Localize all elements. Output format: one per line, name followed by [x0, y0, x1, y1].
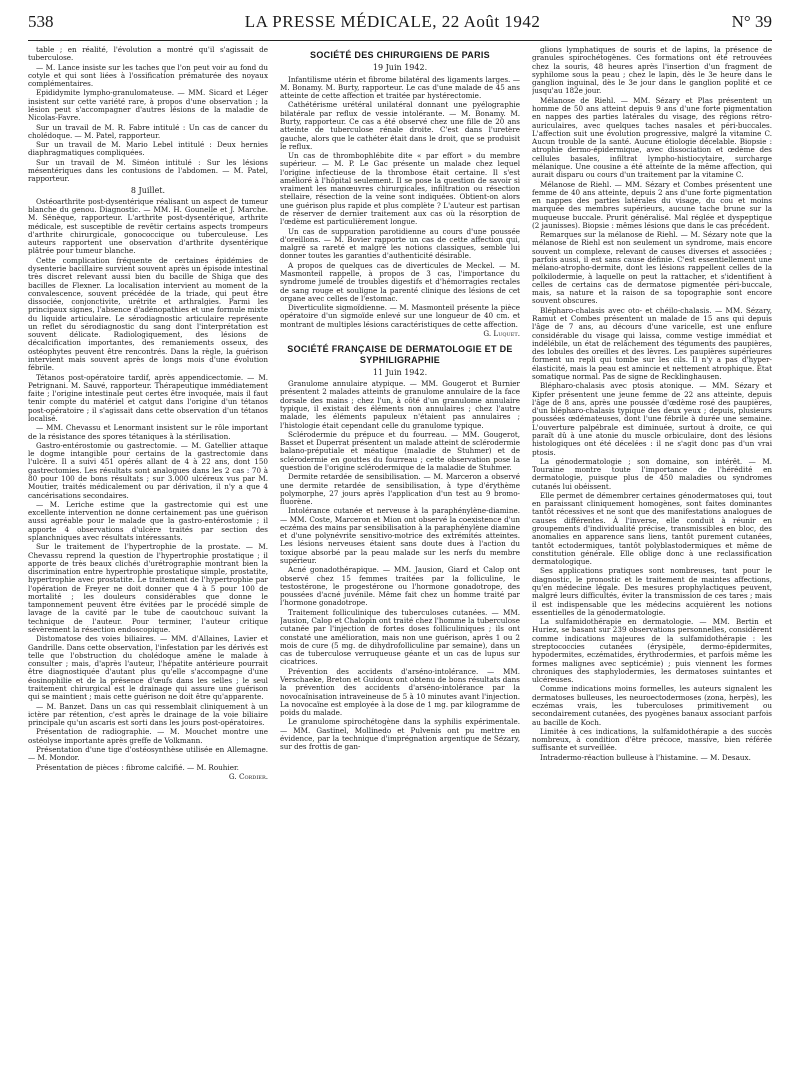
article-paragraph: Elle permet de démembrer certaines génodermatoses qui, tout en paraissant cliniquement homogènes, sont faites dominantes tantôt récessives et ne sont que des manifestations analogues de causes différentes. À l'inverse, elle conduit à réunir en groupements d'individualité précise, transmissibles en bloc, des anomalies en apparence sans liens, tantôt purement cutanées, tantôt ectodermiques, tantôt polyblastodermiques et même de constitution générale. Elle oblige donc à une reclassification dermatologique.	[532, 490, 772, 567]
article-paragraph: Présentation d'une tige d'ostéosynthèse utilisée en Allemagne. — M. Mondor.	[28, 744, 268, 763]
article-paragraph: Présentation de pièces : fibrome calcifié. — M. Rouhier.	[36, 762, 239, 772]
article-paragraph: — M. Lance insiste sur les taches que l'on peut voir au fond du cotyle et qui sont liées à l'ossification prématurée des noyaux complémentaires.	[28, 62, 268, 89]
article-paragraph: table ; en réalité, l'évolution a montré qu'il s'agissait de tuberculose.	[28, 46, 268, 63]
article-paragraph: Blépharo-chalasis avec oto- et chéilo-chalasis. — MM. Sézary, Ramut et Combes présentent un malade de 15 ans qui depuis l'âge de 7 ans, au décours d'une varicelle, est une enflure considérable du visage qui laissa, comme vestige immédiat et indélébile, un état de relâchement des téguments des paupières, des lobules des oreilles et des lèvres. Les paupières supérieures forment un repli qui tombe sur les cils. Il n'y a pas d'hyper-élasticité, mais la peau est amincie et nettement atrophique. État somatique normal. Pas de signe de Recklinghausen.	[532, 305, 772, 381]
journal-title: LA PRESSE MÉDICALE, 22 Août 1942	[244, 12, 541, 31]
issue-number: N° 39	[731, 12, 772, 31]
article-paragraph: Intradermo-réaction bulleuse à l'histamine. — M. Desaux.	[540, 752, 751, 762]
session-date: 8 Juillet.	[130, 185, 166, 195]
article-paragraph: Un cas de thrombophlébite dite « par effort » du membre supérieur. — M. P. Le Gac présente un malade chez lequel l'origine infectieuse de la thrombose était certaine. Il s'est amélioré à l'hôpital seulement. Il se pose la question de savoir si vraiment les manœuvres chirurgicales, infiltration ou résection stellaire, résection de la veine sont indiquées. Obtient-on alors une guérison plus rapide et plus complète ? L'auteur est partisan de réserver de dernier traitement aux cas où la résorption de l'œdème est particulièrement longue.	[280, 151, 520, 227]
section-heading: SOCIÉTÉ DES CHIRURGIENS DE PARIS	[310, 50, 490, 60]
article-paragraph: Le granulome spirochétogène dans la syphilis expérimentale. — MM. Gastinel, Mollinedo et Pulvenis ont pu mettre en évidence, par la technique d'imprégnation argentique de Sézary, sur des frottis de gan-	[280, 717, 520, 752]
article-paragraph: Sur le traitement de l'hypertrophie de la prostate. — M. Chevassu reprend la question de l'hypertrophie prostatique ; il apporte de très beaux clichés d'urétrographie montrant bien la discrimination entre hypertrophie prostatique simple, prostatite, hypertrophie avec prostatite. Le traitement de l'hypertrophie par l'opération de Freyer ne doit donner que 4 à 5 pour 100 de mortalité ; les douleurs considérables que donne le tamponnement peuvent être évitées par le procédé simple de lavage de la cavité par le tube de caoutchouc suivant la technique de l'auteur. Pour terminer, l'auteur critique sévèrement la résection endoscopique.	[28, 542, 268, 635]
article-paragraph: Cette complication fréquente de certaines épidémies de dysenterie bacillaire survient souvent après un épisode intestinal très discret relevant aussi bien du bacille de Shiga que des bacilles de Flexner. La localisation intervient au moment de la convalescence, souvent précédée de la triade, qui peut être dissociée, conjonctivite, urétrite et arthralgies. Parmi les principaux signes, l'absence d'adénopathies et une formule mixte du liquide articulaire. Le sérodiagnostic articulaire représente un reflet du sérodiagnostic du sang dont l'interprétation est souvent délicate. Radiologiquement, des lésions de décalcification importantes, des remaniements osseux, des ostéophytes peuvent être rencontrés. Dans la règle, la guérison intervient mais souvent après de longs mois d'une évolution fébrile.	[28, 255, 268, 373]
article-paragraph: Présentation de radiographie. — M. Mouchet montre une ostéolyse importante après greffe de Volkmann.	[28, 727, 268, 745]
article-paragraph: Un cas de suppuration parotidienne au cours d'une poussée d'oreillons. — M. Bovier rapporte un cas de cette affection qui, malgré sa rareté et malgré les notions classiques, semble lui donner toutes les garanties d'authenticité désirable.	[280, 226, 520, 261]
article-paragraph: Traitement folliculinique des tuberculoses cutanées. — MM. Jausion, Calop et Chalopin ont traité chez l'homme la tuberculose cutanée par l'injection de fortes doses folliculiniques ; ils ont constaté une amélioration, mais non une guérison, après 1 ou 2 mois de cure (5 mg. de dihydrofolliculine par semaine), dans un cas de tuberculose verruqueuse géante et un cas de lupus sur cicatrices.	[280, 607, 520, 667]
article-paragraph: glions lymphatiques de souris et de lapins, la présence de granules spirochétogènes. Ces formations ont été retrouvées chez la souris, 48 heures après l'insertion d'un fragment de syphilome sous la peau ; chez le lapin, dès le 3e heure dans le ganglion inguinal, dès le 3e jour dans le ganglion poplité et ce jusqu'au 182e jour.	[532, 46, 772, 96]
article-paragraph: — MM. Chevassu et Lenormant insistent sur le rôle important de la résistance des spores tétaniques à la stérilisation.	[28, 423, 268, 441]
article-paragraph: Distomatose des voies biliaires. — MM. d'Allaines, Lavier et Gandrille. Dans cette observation, l'infestation par les dérivés est telle que l'obstruction du cholédoque amène le malade à consulter ; mais, d'après l'auteur, l'hépatite antérieure pourrait être diagnostiquée d'autant plus qu'elle s'accompagne d'une éosinophilie et de la présence d'œufs dans les selles ; le seul traitement chirurgical est le drainage qui assure une guérison qui se maintient ; mais cette guérison ne doit être qu'apparente.	[28, 634, 268, 702]
session-date: 19 Juin 1942.	[372, 63, 428, 73]
article-paragraph: La génodermatologie ; son domaine, son intérêt. — M. Touraine montre toute l'importance de l'hérédité en dermatologie, puisque plus de 450 maladies ou syndromes cutanés lui obéissent.	[532, 456, 772, 491]
article-paragraph: Intolérance cutanée et nerveuse à la paraphénylène-diamine. — MM. Coste, Marceron et Mion ont observé la coexistence d'un eczéma des mains par sensibilisation à la paraphénylène diamine et d'une polynévrite sensitivo-motrice des extrémités atteintes. Les lésions nerveuses étaient sans doute dues à l'action du toxique absorbé par la peau malade sur les nerfs du membre supérieur.	[280, 506, 520, 566]
article-paragraph: Diverticulite sigmoïdienne. — M. Masmonteil présente la pièce opératoire d'un sigmoïde enlevé sur une longueur de 40 cm. et montrant de multiples lésions caractéristiques de cette affection.	[280, 303, 520, 329]
article-paragraph: — M. Leriche estime que la gastrectomie qui est une excellente intervention ne donne certainement pas une guérison aussi agréable pour le malade que la gastro-entérostomie ; il apporte 4 observations d'ulcère traités par section des splanchniques avec résultats intéressants.	[28, 499, 268, 542]
article-paragraph: Cathétérisme urétéral unilatéral donnant une pyélographie bilatérale par reflux de vessie intolérante. — M. Bonamy. M. Burty, rapporteur. Ce cas a été observé chez une fille de 20 ans atteinte de tuberculose rénale droite. C'est dans l'uretère gauche, alors que le cathéter était dans le droit, que se produisit le reflux.	[280, 100, 520, 151]
article-paragraph: Remarques sur la mélanose de Riehl. — M. Sézary note que la mélanose de Riehl est non seulement un syndrome, mais encore souvent un complexe, relevant de causes diverses et associées ; parfois aussi, il est sans cause définie. C'est essentiellement une mélano-atropho-dermite, dont les lésions rappellent celles de la poïkilodermie, à laquelle on peut la rattacher, et s'identifient à celles de certains cas de dermatose pigmentée péri-buccale, mais, sa nature et la raison de sa topographie sont encore souvent obscures.	[532, 230, 772, 306]
signature: G. Luquet.	[483, 328, 520, 338]
article-paragraph: Limitée à ces indications, la sulfamidothérapie a des succès nombreux, à condition d'être précoce, massive, bien référée suffisante et surveillée.	[532, 726, 772, 753]
article-paragraph: Mélanose de Riehl. — MM. Sézary et Combes présentent une femme de 40 ans atteinte, depuis 2 ans d'une forte pigmentation en nappes des parties latérales du visage, du cou et moins marquée des membres supérieurs, aucune tache brune sur la muqueuse buccale. Prurit généralisé. Mal réglée et dyspeptique (2 jaunisses). Biopsie : mêmes lésions que dans le cas précédent.	[532, 179, 772, 230]
article-paragraph: Granulome annulaire atypique. — MM. Gougerot et Burnier présentent 2 malades atteints de granulome annulaire de la face dorsale des mains ; chez l'un, à côté d'un granulome annulaire typique, il existait des éléments non annulaires ; chez l'autre malade, les éléments papuleux n'étaient pas annulaires ; l'histologie était cependant celle du granulome typique.	[280, 379, 520, 430]
page-number: 538	[28, 12, 54, 31]
article-paragraph: Epididymite lympho-granulomateuse. — MM. Sicard et Léger insistent sur cette variété rare, à propos d'une observation ; la lésion peut s'accompagner d'autres lésions de la maladie de Nicolas-Favre.	[28, 88, 268, 123]
article-paragraph: Ostéoarthrite post-dysentérique réalisant un aspect de tumeur blanche du genou. Diagnostic. — MM. H. Gounelle et J. Marche. M. Sénèque, rapporteur. L'arthrite post-dysentérique, arthrite médicale, est susceptible de revêtir certains aspects trompeurs d'arthrite chirurgicale, gonococcique ou tuberculeuse. Les auteurs rapportent une observation d'arthrite dysentérique plâtrée pour tumeur blanche.	[28, 196, 268, 256]
header-rule	[28, 40, 772, 41]
column-3	[532, 46, 772, 1072]
article-paragraph: Acné gonadothérapique. — MM. Jausion, Giard et Calop ont observé chez 15 femmes traitées par la folliculine, le testostérone, le progestérone ou l'hormone gonadotrope, des poussées d'acné juvénile. Même fait chez un homme traité par l'hormone gonadotrope.	[280, 565, 520, 608]
article-paragraph: La sulfamidothérapie en dermatologie. — MM. Bertin et Huriez, se basant sur 239 observations personnelles, considèrent comme indications majeures de la sulfamidothérapie : les streptococcies cutanées (érysipèle, dermo-épidermites, hypodermites, eczématides, érythrodermies, et parfois même les formes malignes avec septicémie) ; puis viennent les formes chroniques des staphylodermies, les dermatoses suintantes et ulcéreuses.	[532, 617, 772, 685]
signature: G. Cordier.	[228, 771, 268, 781]
columns	[28, 46, 772, 1072]
article-paragraph: Sur un travail de M. R. Fabre intitulé : Un cas de cancer du cholédoque. — M. Patel, rapporteur.	[28, 122, 268, 140]
article-paragraph: — M. Banzet. Dans un cas qui ressemblait cliniquement à un ictère par rétention, c'est après le drainage de la voie biliaire principale qu'un ascaris est sorti dans les jours post-opératoires.	[28, 701, 268, 728]
column-1	[28, 46, 268, 1072]
article-paragraph: Sur un travail de M. Siméon intitulé : Sur les lésions mésentériques dans les contusions de l'abdomen. — M. Patel, rapporteur.	[28, 157, 268, 184]
session-date: 11 Juin 1942.	[372, 367, 428, 377]
article-paragraph: A propos de quelques cas de diverticules de Meckel. — M. Masmonteil rappelle, à propos de 3 cas, l'importance du syndrome jumelé de troubles digestifs et d'hémorragies rectales de sang rouge et souligne la parenté clinique des lésions de cet organe avec celles de l'estomac.	[280, 260, 520, 303]
article-paragraph: Mélanose de Riehl. — MM. Sézary et Plas présentent un homme de 50 ans atteint depuis 9 ans d'une forte pigmentation en nappes des parties latérales du visage, des régions rétro-auriculaires, avec quelques taches nasales et péri-buccales. L'affection suit une évolution progressive, malgré la vitamine C. Aucun trouble de la santé. Aucune étiologie décelable. Biopsie : atrophie dermo-épidermique, avec dissociation et œdème des cellules basales, infiltrat lympho-histiocytaire, surcharge mélanique. Une cousine a été atteinte de la même affection, qui aurait disparu ou cours d'un traitement par la vitamine C.	[532, 95, 772, 180]
article-paragraph: Sur un travail de M. Mario Lebel intitulé : Deux hernies diaphragmatiques compliquées.	[28, 140, 268, 158]
article-paragraph: Gastro-entérostomie ou gastrectomie. — M. Gatellier attaque le dogme intangible pour certains de la gastrectomie dans l'ulcère. Il a suivi 451 opérés allant de 4 à 22 ans, dont 150 gastrectomies. Les résultats sont analogues dans les 2 cas : 70 à 80 pour 100 de bons résultats ; sur 3.000 ulcéreux vus par M. Moutier, traités médicalement ou par dérivation, il n'y a que 4 cancérisations secondaires.	[28, 440, 268, 500]
article-paragraph: Infantilisme utérin et fibrome bilatéral des ligaments larges. — M. Bonamy. M. Burty, rapporteur. Le cas d'une malade de 45 ans atteinte de cette affection et traitée par hystérectomie.	[280, 74, 520, 101]
article-paragraph: Comme indications moins formelles, les auteurs signalent les dermatoses bulleuses, les neuroectodermoses (zona, herpès), les eczémas vrais, les tuberculoses primitivement ou secondairement cutanées, des pyogènes banaux associant parfois au bacille de Koch.	[532, 684, 772, 727]
article-paragraph: Dermite retardée de sensibilisation. — M. Marceron a observé une dermite retardée de sensibilisation, à type d'érythème polymorphe, 27 jours après l'application d'un test au 9 bromo-fluorène.	[280, 472, 520, 507]
article-paragraph: Prévention des accidents d'arséno-intolérance. — MM. Verschaeke, Breton et Guidoux ont obtenu de bons résultats dans la prévention des accidents d'arséno-intolérance par la novocaïnisation intraveineuse de 5 à 10 minutes avant l'injection. La novocaïne est employée à la dose de 1 mg. par kilogramme de poids du malade.	[280, 666, 520, 718]
article-paragraph: Sclérodermie du prépuce et du fourreau. — MM. Gougerot, Basset et Duperrat présentent un malade atteint de sclérodermie balano-préputiale et méatique (maladie de Stuhmer) et de sclérodermie en gouttes du fourreau ; cette observation pose la question de l'origine sclérodermique de la maladie de Stuhmer.	[280, 429, 520, 472]
article-paragraph: Blépharo-chalasis avec ptosis atonique. — MM. Sézary et Kipfer présentent une jeune femme de 22 ans atteinte, depuis l'âge de 8 ans, après une poussée d'œdème rosé des paupières, d'un blépharo-chalasis typique des deux yeux ; depuis, plusieurs poussées œdémateuses, dont l'une fébrile à durée une semaine. L'ouverture palpébrale est diminuée, surtout à droite, ce qui paraît dû à une atonie du muscle orbiculaire, dont des lésions histologiques ont été décelées : il ne s'agit donc pas d'un vrai ptosis.	[532, 381, 772, 457]
page-header	[28, 12, 772, 36]
article-paragraph: Tétanos post-opératoire tardif, après appendicectomie. — M. Petrignani. M. Sauvé, rapporteur. Thérapeutique immédiatement faite ; l'origine intestinale peut certes être invoquée, mais il faut tenir compte du matériel et catgut dans l'origine d'un tétanos post-opératoire ; il s'agissait dans cette observation d'un tétanos localisé.	[28, 372, 268, 423]
section-heading: SOCIÉTÉ FRANÇAISE DE DERMATOLOGIE ET DE SYPHILIGRAPHIE	[287, 344, 513, 365]
column-2	[280, 46, 520, 1072]
article-paragraph: Ses applications pratiques sont nombreuses, tant pour le diagnostic, le pronostic et le traitement de maintes affections, qu'en médecine légale. Des mesures prophylactiques peuvent, malgré leurs difficultés, éviter la transmission de ces tares ; mais il est indispensable que les médecins acquièrent les notions essentielles de la génodermatologie.	[532, 566, 772, 617]
